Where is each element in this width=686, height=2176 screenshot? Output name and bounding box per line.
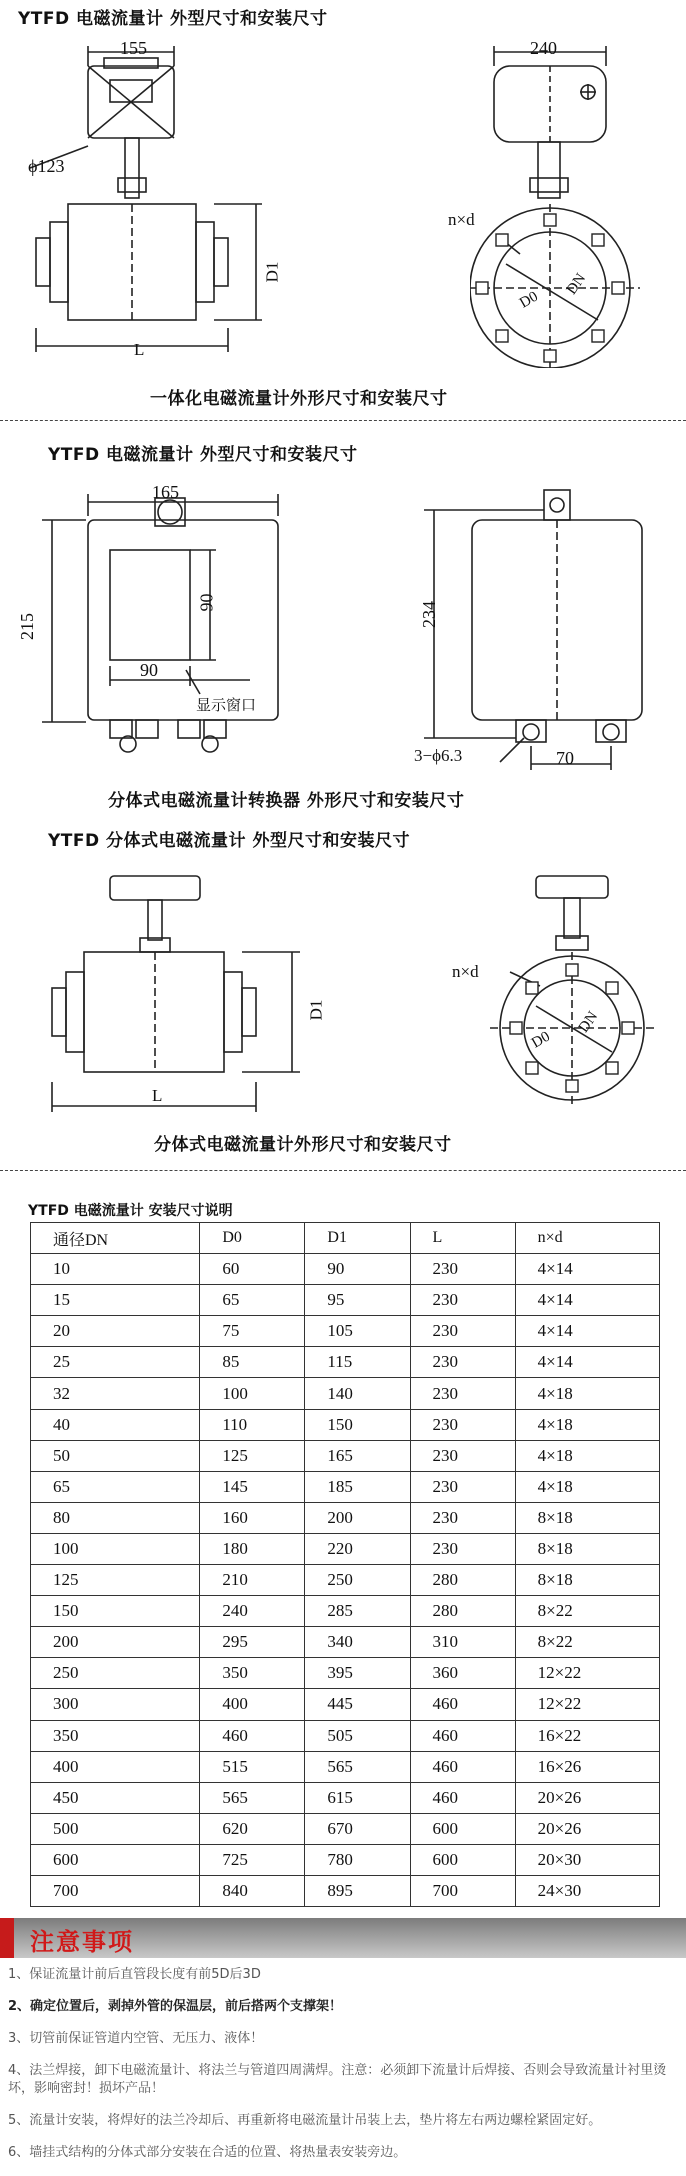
dim-nxd-remote: n×d [452, 962, 479, 981]
dimension-table [30, 1222, 660, 1907]
table-cell: 565 [200, 1782, 305, 1813]
table-cell: 105 [305, 1316, 410, 1347]
table-cell: 230 [410, 1409, 515, 1440]
converter-side-view [410, 480, 670, 780]
dim-l-remote: L [152, 1086, 163, 1105]
table-cell: 230 [410, 1502, 515, 1533]
table-cell: 4×14 [515, 1316, 659, 1347]
header-cell: D0 [200, 1223, 305, 1254]
section2-title: YTFD 电磁流量计 外型尺寸和安装尺寸 [48, 445, 358, 465]
table-cell: 250 [305, 1565, 410, 1596]
integrated-meter-front-view [0, 28, 330, 368]
section1-title: YTFD 电磁流量计 外型尺寸和安装尺寸 [18, 9, 328, 29]
table-row [31, 1689, 660, 1720]
table-cell: 50 [31, 1440, 200, 1471]
section1-caption: 一体化电磁流量计外形尺寸和安装尺寸 [150, 389, 448, 409]
display-window-label: 显示窗口 [196, 698, 257, 714]
table-cell: 400 [31, 1751, 200, 1782]
table-cell: 240 [200, 1596, 305, 1627]
table-cell: 295 [200, 1627, 305, 1658]
table-cell: 25 [31, 1347, 200, 1378]
table-cell: 230 [410, 1347, 515, 1378]
table-cell: 140 [305, 1378, 410, 1409]
table-cell: 460 [200, 1720, 305, 1751]
table-cell: 725 [200, 1844, 305, 1875]
table-cell: 230 [410, 1533, 515, 1564]
table-row [31, 1596, 660, 1627]
dim-l: L [134, 340, 145, 359]
table-row [31, 1533, 660, 1564]
table-cell: 185 [305, 1471, 410, 1502]
table-cell: 12×22 [515, 1689, 659, 1720]
table-cell: 10 [31, 1254, 200, 1285]
table-cell: 8×18 [515, 1533, 659, 1564]
notice-title: 注意事项 [30, 1928, 134, 1956]
table-row [31, 1658, 660, 1689]
table-row [31, 1720, 660, 1751]
table-cell: 615 [305, 1782, 410, 1813]
notice-item: 6、墙挂式结构的分体式部分安装在合适的位置、将热量表安装旁边。 [8, 2145, 407, 2160]
table-cell: 780 [305, 1844, 410, 1875]
table-cell: 600 [410, 1844, 515, 1875]
table-cell: 165 [305, 1440, 410, 1471]
table-cell: 4×14 [515, 1285, 659, 1316]
table-row [31, 1347, 660, 1378]
dim-d0: D0 [516, 288, 541, 312]
notice-item: 3、切管前保证管道内空管、无压力、液体！ [8, 2031, 264, 2046]
table-cell: 12×22 [515, 1658, 659, 1689]
table-row [31, 1378, 660, 1409]
table-cell: 230 [410, 1440, 515, 1471]
table-cell: 400 [200, 1689, 305, 1720]
table-cell: 220 [305, 1533, 410, 1564]
table-cell: 4×18 [515, 1378, 659, 1409]
table-cell: 310 [410, 1627, 515, 1658]
table-cell: 450 [31, 1782, 200, 1813]
notice-item: 1、保证流量计前后直管段长度有前5D后3D [8, 1967, 261, 1982]
table-cell: 600 [31, 1844, 200, 1875]
table-cell: 65 [31, 1471, 200, 1502]
table-cell: 515 [200, 1751, 305, 1782]
remote-meter-side-view [480, 860, 670, 1120]
table-cell: 20×26 [515, 1782, 659, 1813]
table-row [31, 1440, 660, 1471]
dim-nxd: n×d [448, 210, 475, 229]
table-row [31, 1813, 660, 1844]
table-cell: 4×14 [515, 1347, 659, 1378]
table-cell: 20×26 [515, 1813, 659, 1844]
table-cell: 895 [305, 1875, 410, 1906]
table-cell: 460 [410, 1782, 515, 1813]
table-cell: 460 [410, 1689, 515, 1720]
notice-item: 5、流量计安装，将焊好的法兰冷却后、再重新将电磁流量计吊装上去，垫片将左右两边螺栓紧固定好。 [8, 2113, 602, 2128]
table-row [31, 1875, 660, 1906]
table-cell: 340 [305, 1627, 410, 1658]
table-cell: 395 [305, 1658, 410, 1689]
table-row [31, 1409, 660, 1440]
separator [0, 1170, 686, 1171]
table-cell: 230 [410, 1316, 515, 1347]
notice-item: 4、法兰焊接，卸下电磁流量计、将法兰与管道四周满焊。注意：必须卸下流量计后焊接、否则会导致流量计衬里烫坏，影响密封！损坏产品！ [8, 2063, 667, 2096]
table-cell: 565 [305, 1751, 410, 1782]
dim-234: 234 [419, 601, 439, 628]
table-cell: 24×30 [515, 1875, 659, 1906]
dim-240: 240 [530, 38, 557, 58]
notice-item: 2、确定位置后，剥掉外管的保温层，前后搭两个支撑架！ [8, 1999, 343, 2014]
table-cell: 600 [410, 1813, 515, 1844]
section2-caption: 分体式电磁流量计转换器 外形尺寸和安装尺寸 [108, 791, 465, 811]
table-cell: 210 [200, 1565, 305, 1596]
table-cell: 100 [200, 1378, 305, 1409]
table-cell: 280 [410, 1596, 515, 1627]
table-cell: 8×18 [515, 1565, 659, 1596]
table-cell: 4×18 [515, 1409, 659, 1440]
table-cell: 300 [31, 1689, 200, 1720]
table-cell: 8×18 [515, 1502, 659, 1533]
table-row [31, 1627, 660, 1658]
table-cell: 115 [305, 1347, 410, 1378]
table-cell: 90 [305, 1254, 410, 1285]
table-cell: 700 [31, 1875, 200, 1906]
notice-header [0, 1918, 686, 1958]
table-row [31, 1782, 660, 1813]
table-cell: 8×22 [515, 1627, 659, 1658]
table-row [31, 1316, 660, 1347]
table-cell: 230 [410, 1471, 515, 1502]
table-cell: 360 [410, 1658, 515, 1689]
table-header-row [31, 1223, 660, 1254]
table-cell: 16×26 [515, 1751, 659, 1782]
table-cell: 16×22 [515, 1720, 659, 1751]
dim-window-h: 90 [196, 593, 217, 612]
table-cell: 350 [31, 1720, 200, 1751]
table-cell: 350 [200, 1658, 305, 1689]
table-cell: 20×30 [515, 1844, 659, 1875]
dim-phi123: ϕ123 [28, 156, 65, 176]
table-cell: 4×14 [515, 1254, 659, 1285]
table-cell: 670 [305, 1813, 410, 1844]
table-cell: 95 [305, 1285, 410, 1316]
table-cell: 150 [305, 1409, 410, 1440]
notice-accent [0, 1918, 14, 1958]
table-cell: 250 [31, 1658, 200, 1689]
dim-215: 215 [17, 613, 37, 640]
table-cell: 700 [410, 1875, 515, 1906]
table-cell: 200 [31, 1627, 200, 1658]
table-cell: 230 [410, 1378, 515, 1409]
table-cell: 80 [31, 1502, 200, 1533]
dim-155: 155 [120, 38, 147, 58]
dim-d1: D1 [262, 261, 282, 283]
separator [0, 420, 686, 421]
table-cell: 445 [305, 1689, 410, 1720]
table-title: YTFD 电磁流量计 安装尺寸说明 [28, 1203, 233, 1219]
dim-70: 70 [556, 748, 574, 768]
dim-holes: 3−ϕ6.3 [414, 746, 463, 765]
table-cell: 280 [410, 1565, 515, 1596]
table-cell: 60 [200, 1254, 305, 1285]
table-cell: 40 [31, 1409, 200, 1440]
header-cell: L [410, 1223, 515, 1254]
header-cell: D1 [305, 1223, 410, 1254]
table-cell: 110 [200, 1409, 305, 1440]
table-cell: 4×18 [515, 1471, 659, 1502]
dim-dn: DN [563, 270, 590, 298]
dim-d1-remote: D1 [306, 999, 326, 1021]
table-cell: 8×22 [515, 1596, 659, 1627]
table-cell: 460 [410, 1720, 515, 1751]
section3-title: YTFD 分体式电磁流量计 外型尺寸和安装尺寸 [48, 831, 410, 851]
table-cell: 75 [200, 1316, 305, 1347]
dim-d0-remote: D0 [528, 1028, 553, 1052]
table-cell: 65 [200, 1285, 305, 1316]
table-cell: 500 [31, 1813, 200, 1844]
remote-meter-front-view [10, 860, 330, 1120]
table-cell: 125 [31, 1565, 200, 1596]
dim-dn-remote: DN [575, 1008, 602, 1036]
table-cell: 180 [200, 1533, 305, 1564]
table-cell: 505 [305, 1720, 410, 1751]
header-cell: 通径DN [31, 1223, 200, 1254]
table-cell: 85 [200, 1347, 305, 1378]
table-row [31, 1565, 660, 1596]
table-cell: 230 [410, 1285, 515, 1316]
table-cell: 125 [200, 1440, 305, 1471]
dim-165: 165 [152, 482, 179, 502]
table-cell: 200 [305, 1502, 410, 1533]
table-cell: 160 [200, 1502, 305, 1533]
table-row [31, 1471, 660, 1502]
table-cell: 145 [200, 1471, 305, 1502]
table-cell: 32 [31, 1378, 200, 1409]
table-row [31, 1254, 660, 1285]
notice-list [8, 1966, 678, 2176]
table-row [31, 1751, 660, 1782]
table-cell: 620 [200, 1813, 305, 1844]
header-cell: n×d [515, 1223, 659, 1254]
table-row [31, 1502, 660, 1533]
dim-window-w: 90 [140, 660, 158, 680]
integrated-meter-side-view [470, 28, 670, 368]
table-cell: 230 [410, 1254, 515, 1285]
table-cell: 150 [31, 1596, 200, 1627]
section3-caption: 分体式电磁流量计外形尺寸和安装尺寸 [154, 1135, 452, 1155]
table-cell: 20 [31, 1316, 200, 1347]
table-cell: 285 [305, 1596, 410, 1627]
converter-front-view [10, 480, 310, 780]
table-row [31, 1285, 660, 1316]
table-cell: 15 [31, 1285, 200, 1316]
table-cell: 4×18 [515, 1440, 659, 1471]
table-cell: 460 [410, 1751, 515, 1782]
table-row [31, 1844, 660, 1875]
table-cell: 840 [200, 1875, 305, 1906]
table-cell: 100 [31, 1533, 200, 1564]
